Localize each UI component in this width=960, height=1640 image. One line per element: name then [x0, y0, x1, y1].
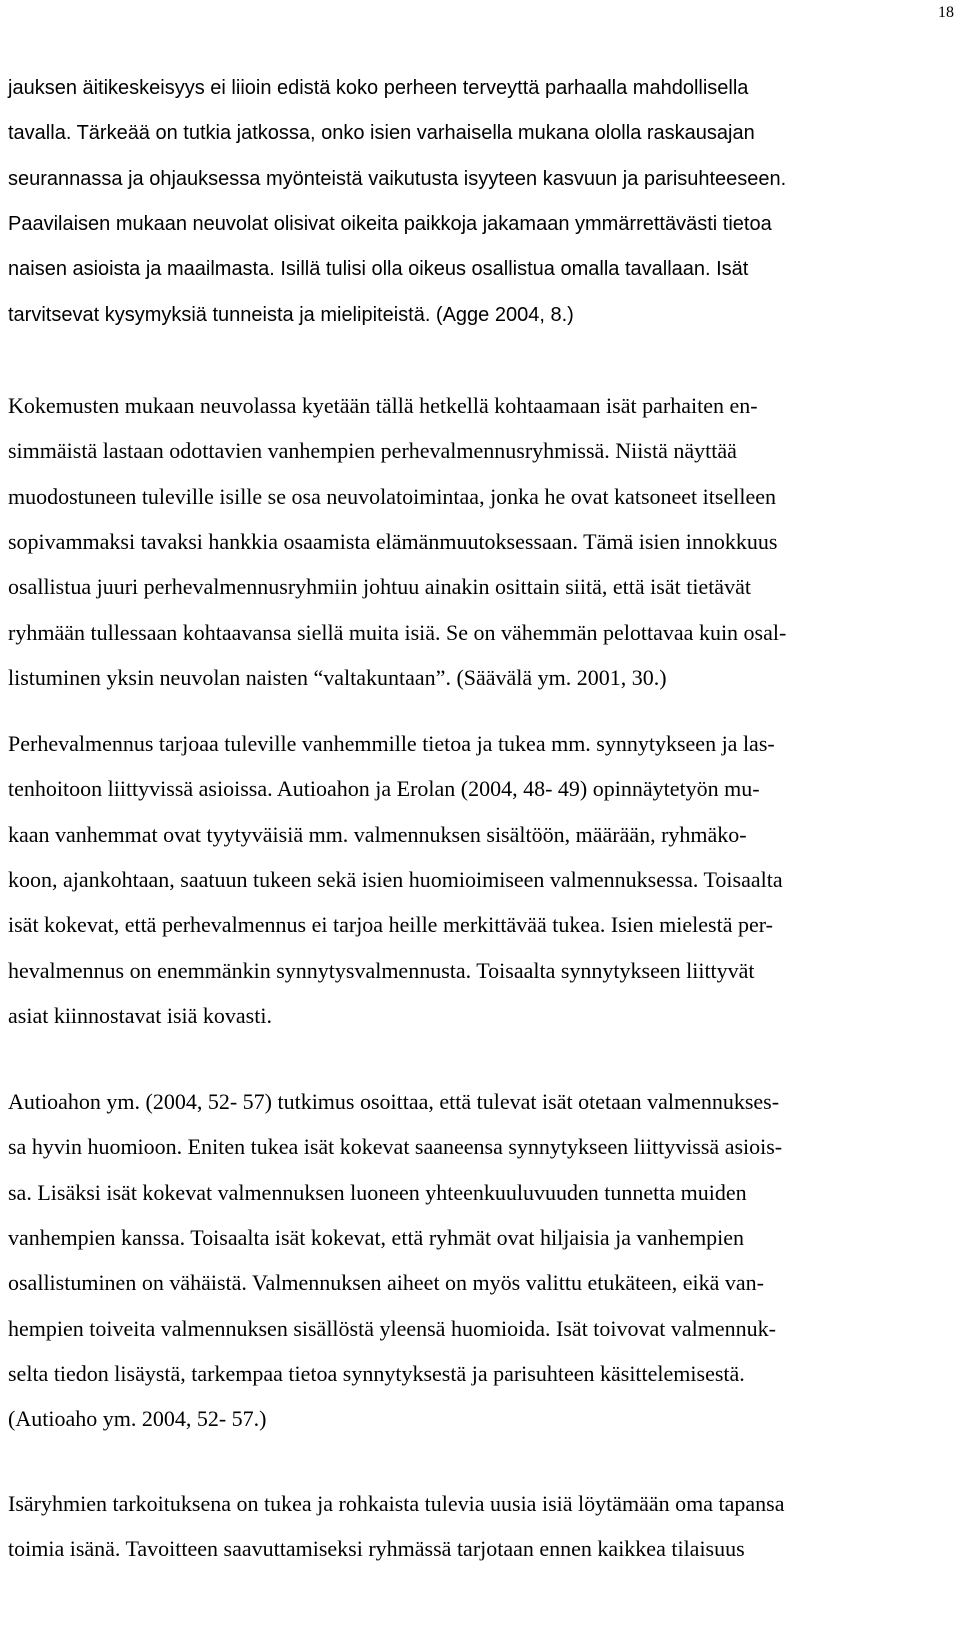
text-line: osallistua juuri perhevalmennusryhmiin johtuu ainakin osittain siitä, että isät tietävät: [8, 574, 751, 600]
text-line: Isäryhmien tarkoituksena on tukea ja rohkaista tulevia uusia isiä löytämään oma tapansa: [8, 1491, 785, 1516]
text-line: vanhempien kanssa. Toisaalta isät kokevat, että ryhmät ovat hiljaisia ja vanhempien: [8, 1224, 745, 1250]
text-line: jauksen äitikeskeisyys ei liioin edistä koko perheen terveyttä parhaalla mahdollisella: [8, 77, 749, 99]
text-line: hevalmennus on enemmänkin synnytysvalmennusta. Toisaalta synnytykseen liittyvät: [8, 957, 755, 983]
text-line: tavalla. Tärkeää on tutkia jatkossa, onko isien varhaisella mukana ololla raskausajan: [8, 122, 755, 145]
text-line: asiat kiinnostavat isiä kovasti.: [8, 1002, 272, 1028]
text-line: osallistuminen on vähäistä. Valmennuksen aiheet on myös valittu etukäteen, eikä van-: [8, 1270, 764, 1296]
text-line: tarvitsevat kysymyksiä tunneista ja mielipiteistä. (Agge 2004, 8.): [8, 303, 574, 326]
text-line: toimia isänä. Tavoitteen saavuttamiseksi ryhmässä tarjotaan ennen kaikkea tilaisuus: [8, 1536, 745, 1562]
text-line: Paavilaisen mukaan neuvolat olisivat oikeita paikkoja jakamaan ymmärrettävästi tietoa: [8, 212, 772, 235]
text-line: Kokemusten mukaan neuvolassa kyetään tällä hetkellä kohtaamaan isät parhaiten en-: [8, 393, 758, 418]
text-line: hempien toiveita valmennuksen sisällöstä yleensä huomioida. Isät toivovat valmennuk-: [8, 1315, 776, 1341]
text-line: naisen asioista ja maailmasta. Isillä tulisi olla oikeus osallistua omalla tavallaan. Isät: [8, 258, 749, 281]
text-line: ryhmään tullessaan kohtaavansa siellä muita isiä. Se on vähemmän pelottavaa kuin osal-: [8, 619, 787, 645]
text-line: sa. Lisäksi isät kokevat valmennuksen luoneen yhteenkuuluvuuden tunnetta muiden: [8, 1179, 747, 1205]
text-line: (Autioaho ym. 2004, 52- 57.): [8, 1406, 267, 1432]
text-line: sopivammaksi tavaksi hankkia osaamista elämänmuutoksessaan. Tämä isien innokkuus: [8, 528, 778, 554]
text-line: sa hyvin huomioon. Eniten tukea isät kokevat saaneensa synnytykseen liittyvissä asiois-: [8, 1134, 783, 1160]
text-line: muodostuneen tuleville isille se osa neuvolatoimintaa, jonka he ovat katsoneet itselleen: [8, 483, 776, 509]
text-line: simmäistä lastaan odottavien vanhempien perhevalmennusryhmissä. Niistä näyttää: [8, 438, 737, 464]
text-line: Perhevalmennus tarjoaa tuleville vanhemmille tietoa ja tukea mm. synnytykseen ja las-: [8, 731, 775, 756]
text-line: Autioahon ym. (2004, 52- 57) tutkimus osoittaa, että tulevat isät otetaan valmennukses-: [8, 1089, 780, 1114]
page-number: 18: [938, 4, 954, 21]
text-line: listuminen yksin neuvolan naisten “valtakuntaan”. (Säävälä ym. 2001, 30.): [8, 664, 667, 690]
text-line: isät kokevat, että perhevalmennus ei tarjoa heille merkittävää tukea. Isien mielestä per-: [8, 912, 773, 938]
text-line: koon, ajankohtaan, saatuun tukeen sekä isien huomioimiseen valmennuksessa. Toisaalta: [8, 866, 783, 892]
text-line: seurannassa ja ohjauksessa myönteistä vaikutusta isyyteen kasvuun ja parisuhteeseen.: [8, 167, 787, 190]
text-line: selta tiedon lisäystä, tarkempaa tietoa synnytyksestä ja parisuhteen käsittelemisestä.: [8, 1360, 745, 1386]
text-line: tenhoitoon liittyvissä asioissa. Autioahon ja Erolan (2004, 48- 49) opinnäytetyön mu-: [8, 776, 760, 802]
text-line: kaan vanhemmat ovat tyytyväisiä mm. valmennuksen sisältöön, määrään, ryhmäko-: [8, 821, 747, 847]
